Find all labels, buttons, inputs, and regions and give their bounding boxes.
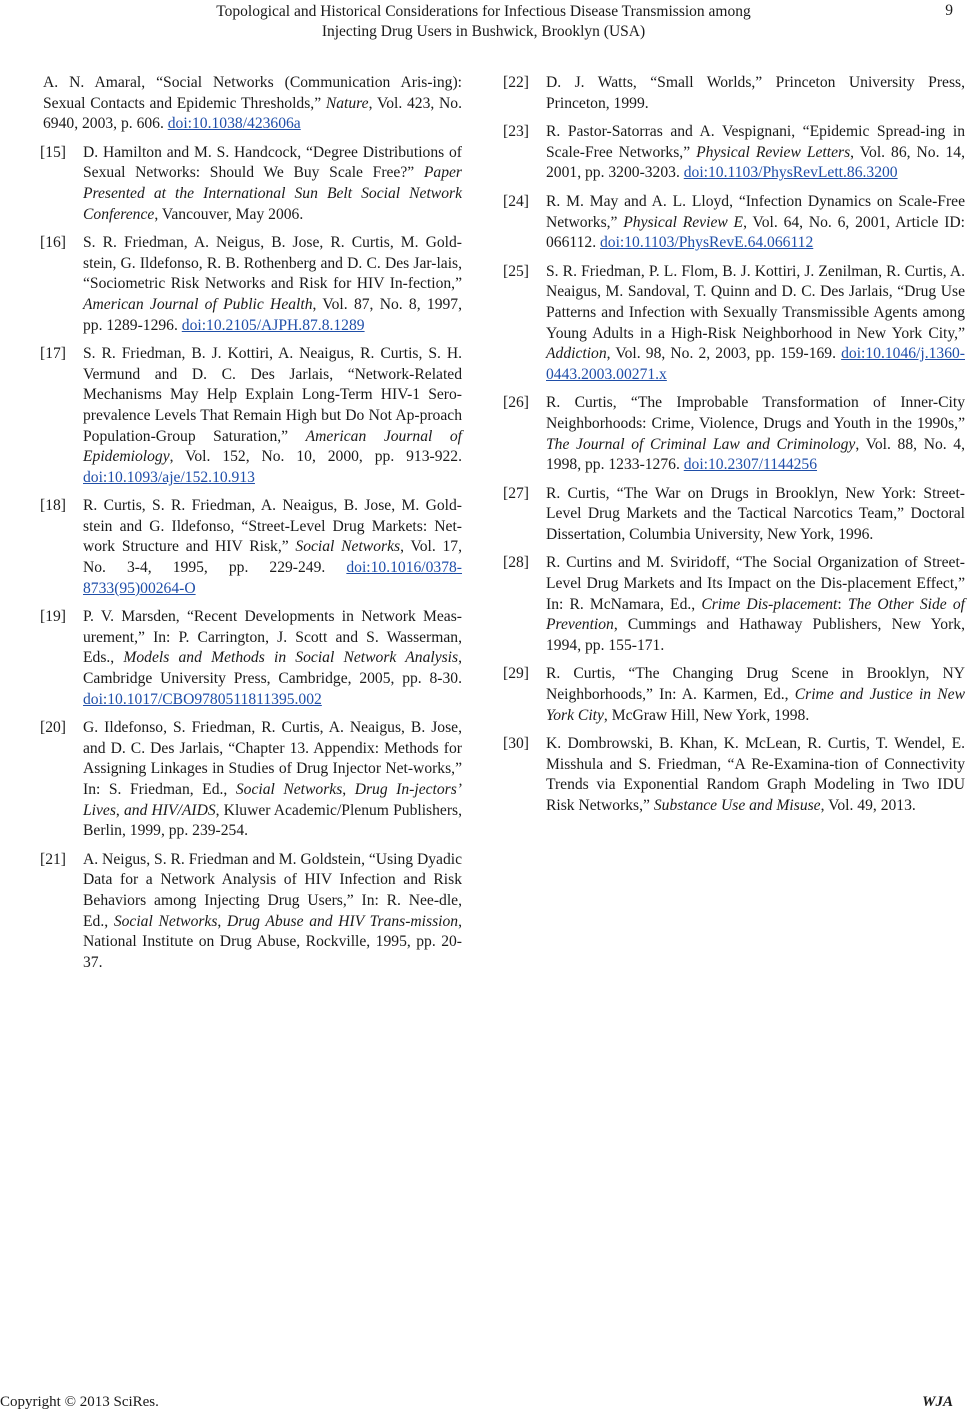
reference-text: , <box>342 781 355 798</box>
reference-source-title: Paper Presented at the International Sun Belt Social Network Conference <box>83 164 462 223</box>
reference-text: S. R. Friedman, P. L. Flom, B. J. Kottiri, J. Zenilman, R. Curtis, A. Neaigus, M. Sandoval, T. Quinn and D. C. Des Jarlais, “Drug Use Patterns and Infection with Sexually Transmissible Agents among Young Adults in a High-Risk Neighborhood in New York City,” <box>546 262 965 342</box>
journal-abbreviation: WJA <box>922 1394 953 1410</box>
reference-item <box>503 734 965 816</box>
reference-item <box>40 496 462 599</box>
reference-text: , Vol. 423, No. 6940, 2003, p. 606. <box>43 94 462 133</box>
reference-text: , Vol. 152, No. 10, 2000, pp. 913-922. <box>169 448 462 466</box>
reference-source-title: Social Networks <box>113 912 218 930</box>
reference-text: , Vol. 86, No. 14, 2001, pp. 3200-3203. <box>546 143 965 182</box>
reference-text: , Vol. 98, No. 2, 2003, pp. 159-169. <box>606 345 842 363</box>
reference-text: , Kluwer Academic/Plenum Publishers, Berlin, 1999, pp. 239-254. <box>83 801 462 840</box>
reference-text: , <box>217 912 228 930</box>
reference-item <box>503 553 965 656</box>
reference-text: , Cambridge University Press, Cambridge, 2005, pp. 8-30. <box>83 649 462 688</box>
references-right-column <box>503 73 965 825</box>
reference-text: D. Hamilton and M. S. Handcock, “Degree Distributions of Sexual Networks: Should We Buy Scale Free?” <box>83 143 462 182</box>
reference-source-title: The Journal of Criminal Law and Criminology <box>546 435 856 453</box>
reference-source-title: American Journal of Public Health <box>83 295 313 313</box>
reference-source-title: Physical Review Letters <box>696 143 851 161</box>
page-number: 9 <box>945 2 953 19</box>
reference-text: , Vol. 64, No. 6, 2001, Article ID: 066112. <box>546 213 965 252</box>
reference-item <box>503 262 965 386</box>
reference-text: A. Neigus, S. R. Friedman and M. Goldstein, “Using Dyadic Data for a Network Analysis of HIV Infection and Risk Behaviors among Injecting Drug Users,” In: R. Nee-dle, Ed., <box>83 850 462 930</box>
reference-text: , <box>115 801 124 819</box>
reference-text: S. R. Friedman, A. Neigus, B. Jose, R. Curtis, M. Gold-stein, G. Ildefonso, R. B. Rothenberg and D. C. Des Jar-lais, “Sociometric Risk Networks and Risk for HIV In-fection,” <box>83 234 462 293</box>
reference-source-title: Drug Abuse and HIV Trans-mission <box>227 912 459 930</box>
reference-text: A. N. Amaral, “Social Networks (Communication Aris-ing): Sexual Contacts and Epidemic Thresholds,” <box>43 74 462 112</box>
reference-item <box>40 607 462 710</box>
reference-number: [15] <box>40 143 66 161</box>
header-title-line-1: Topological and Historical Considerations for Infectious Disease Transmission among <box>216 3 751 20</box>
reference-number: [20] <box>40 719 66 737</box>
reference-text: R. Curtis, S. R. Friedman, A. Neaigus, B. Jose, M. Gold-stein and G. Ildefonso, “Street-Level Drug Markets: Net-work Structure and HIV Risk,” <box>83 497 462 556</box>
reference-number: [24] <box>503 192 529 210</box>
reference-number: [26] <box>503 394 529 412</box>
reference-text: G. Ildefonso, S. Friedman, R. Curtis, A. Neaigus, B. Jose, and D. C. Des Jarlais, “Chapter 13. Appendix: Methods for Assigning Linkages in Studies of Drug Injector Net-works,” In: S. Friedman, Ed., <box>83 719 462 798</box>
reference-number: [18] <box>40 497 66 515</box>
reference-number: [17] <box>40 345 66 363</box>
reference-text: K. Dombrowski, B. Khan, K. McLean, R. Curtis, T. Wendel, E. Misshula and S. Friedman, “A Re-Examina-tion of Connectivity Trends via Exponential Random Graph Modeling in Two IDU Risk Networks,” <box>546 735 965 814</box>
reference-text: : <box>837 595 848 613</box>
reference-text: R. Curtins and M. Sviridoff, “The Social Organization of Street-Level Drug Markets and Its Impact on the Dis-placement Effect,” In: R. McNamara, Ed., <box>546 554 965 613</box>
doi-link[interactable]: doi:10.1038/423606a <box>167 115 301 133</box>
reference-text: , Vol. 87, No. 8, 1997, pp. 1289-1296. <box>83 295 462 334</box>
reference-source-title: Crime and Justice in New York City <box>546 686 965 724</box>
reference-source-title: Models and Methods in Social Network Analysis <box>123 649 459 667</box>
doi-link[interactable]: doi:10.1016/0378-8733(95)00264-O <box>83 559 462 597</box>
reference-item <box>503 664 965 726</box>
reference-source-title: American Journal of Epidemiology <box>83 427 463 466</box>
reference-source-title: Social Networks <box>295 538 401 556</box>
reference-source-title: Drug In-jectors’ Lives <box>83 781 462 819</box>
reference-number: [22] <box>503 74 529 91</box>
reference-number: [27] <box>503 484 529 502</box>
reference-item <box>40 73 462 135</box>
reference-item <box>40 850 462 974</box>
reference-text: , National Institute on Drug Abuse, Rockville, 1995, pp. 20-37. <box>83 912 462 971</box>
reference-source-title: Physical Review E <box>623 213 744 231</box>
reference-text: R. Curtis, “The Improbable Transformation of Inner-City Neighborhoods: Crime, Violence, Drugs and Youth in the 1990s,” <box>546 394 965 432</box>
reference-item <box>503 393 965 475</box>
reference-text: , Vol. 49, 2013. <box>820 797 916 814</box>
reference-text: R. Curtis, “The War on Drugs in Brooklyn, New York: Street-Level Drug Markets and the Tactical Narcotics Team,” Doctoral Dissertation, Columbia University, New York, 1996. <box>546 484 965 543</box>
reference-text: D. J. Watts, “Small Worlds,” Princeton University Press, Princeton, 1999. <box>546 74 965 112</box>
reference-number: [23] <box>503 123 529 141</box>
reference-item <box>40 718 462 842</box>
reference-source-title: and HIV/AIDS <box>123 801 216 819</box>
reference-text: R. M. May and A. L. Lloyd, “Infection Dynamics on Scale-Free Networks,” <box>546 192 965 231</box>
reference-number: [29] <box>503 665 529 683</box>
header-title-line-2: Injecting Drug Users in Bushwick, Brooklyn (USA) <box>321 23 646 40</box>
reference-source-title: Nature <box>325 94 369 112</box>
reference-number: [21] <box>40 850 66 868</box>
references-left-column <box>40 73 462 981</box>
doi-link[interactable]: doi:10.1017/CBO9780511811395.002 <box>83 690 322 708</box>
reference-number: [25] <box>503 262 529 280</box>
reference-text: R. Curtis, “The Changing Drug Scene in Brooklyn, NY Neighborhoods,” In: A. Karmen, Ed., <box>546 665 965 704</box>
doi-link[interactable]: doi:10.1046/j.1360-0443.2003.00271.x <box>546 345 965 383</box>
reference-source-title: The Other Side of Prevention <box>546 595 965 634</box>
reference-text: , Vancouver, May 2006. <box>154 205 304 223</box>
reference-item <box>503 192 965 254</box>
reference-text: , Vol. 17, No. 3-4, 1995, pp. 229-249. <box>83 538 462 577</box>
reference-number: [28] <box>503 554 529 572</box>
doi-link[interactable]: doi:10.1093/aje/152.10.913 <box>83 468 255 486</box>
reference-text: , Cummings and Hathaway Publishers, New York, 1994, pp. 155-171. <box>546 616 965 654</box>
reference-text: , Vol. 88, No. 4, 1998, pp. 1233-1276. <box>546 435 965 474</box>
reference-number: [19] <box>40 608 66 626</box>
reference-text: R. Pastor-Satorras and A. Vespignani, “Epidemic Spread-ing in Scale-Free Networks,” <box>546 123 965 161</box>
doi-link[interactable]: doi:10.1103/PhysRevLett.86.3200 <box>683 164 898 182</box>
doi-link[interactable]: doi:10.2307/1144256 <box>683 456 818 474</box>
doi-link[interactable]: doi:10.1103/PhysRevE.64.066112 <box>600 234 814 252</box>
reference-source-title: Social Networks <box>235 781 343 798</box>
reference-source-title: Substance Use and Misuse <box>653 797 821 814</box>
reference-item <box>40 344 462 488</box>
reference-item <box>503 73 965 114</box>
reference-item <box>40 143 462 225</box>
reference-source-title: Addiction <box>546 345 607 363</box>
reference-item <box>503 484 965 546</box>
reference-number: [16] <box>40 234 66 252</box>
reference-item <box>503 122 965 184</box>
reference-text: P. V. Marsden, “Recent Developments in Network Meas-urement,” In: P. Carrington, J. Scott and S. Wasserman, Eds., <box>83 608 462 667</box>
doi-link[interactable]: doi:10.2105/AJPH.87.8.1289 <box>181 316 365 334</box>
reference-source-title: Crime Dis-placement <box>701 595 838 613</box>
reference-item <box>40 233 462 336</box>
copyright-footer: Copyright © 2013 SciRes. <box>0 1394 159 1410</box>
reference-text: S. R. Friedman, B. J. Kottiri, A. Neaigus, R. Curtis, S. H. Vermund and D. C. Des Jarlais, “Network-Related Mechanisms May Help Explain Long-Term HIV-1 Sero-prevalence Levels That Remain High but Do Not Ap-proach Population-Group Saturation,” <box>83 345 462 445</box>
reference-text: , McGraw Hill, New York, 1998. <box>603 706 810 724</box>
reference-number: [30] <box>503 735 529 753</box>
